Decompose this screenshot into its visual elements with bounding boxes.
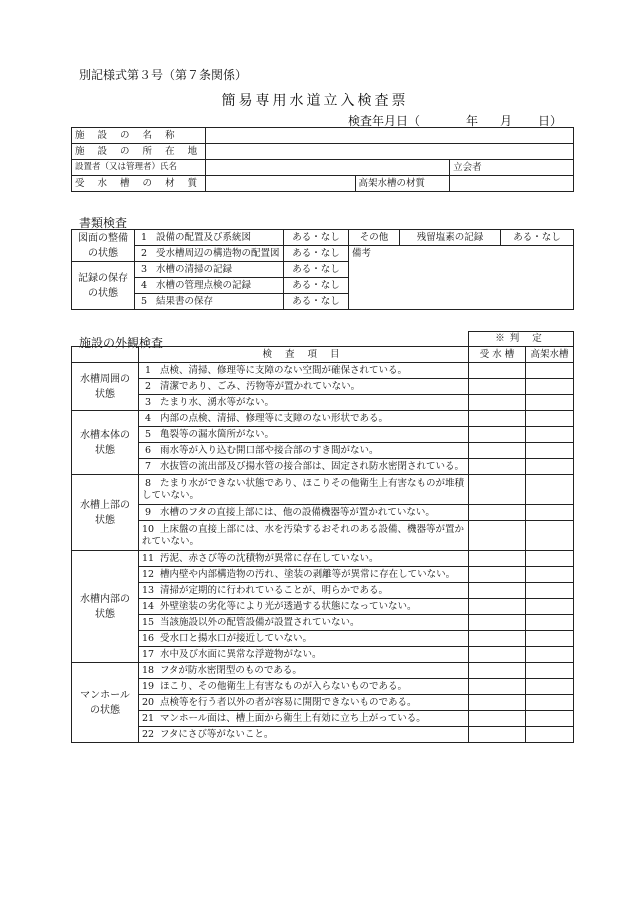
notes-cell[interactable] (349, 246, 574, 310)
elevated-tank-label: 高架水槽の材質 (355, 176, 450, 192)
col-item-header: 検 査 項 目 (139, 347, 469, 363)
elevated-tank-field[interactable] (450, 176, 574, 192)
receiving-judgment-cell[interactable] (469, 631, 526, 647)
item-number: 12 (142, 568, 155, 580)
table-row (72, 551, 574, 567)
col-elevated-header: 高架水槽 (526, 347, 574, 363)
item-number: 14 (142, 600, 155, 612)
exterior-item (139, 505, 469, 521)
doc-item-3-value[interactable]: ある・なし (284, 262, 349, 278)
receiving-judgment-cell[interactable] (469, 567, 526, 583)
doc-item-1: 1 設備の配置及び系統図 (135, 230, 284, 246)
receiving-judgment-cell[interactable] (469, 475, 526, 505)
receiving-judgment-cell[interactable] (469, 599, 526, 615)
item-number: 18 (142, 664, 155, 676)
item-number: 16 (142, 632, 155, 644)
notes-label: 備考 (352, 248, 372, 259)
table-row (72, 459, 574, 475)
exterior-item (139, 599, 469, 615)
exterior-category: マンホールの状態 (72, 663, 139, 743)
item-number: 7 (144, 460, 152, 472)
elevated-judgment-cell[interactable] (526, 363, 574, 379)
receiving-tank-field[interactable] (206, 176, 355, 192)
owner-label: 設置者（又は管理者）氏名 (72, 160, 206, 176)
documents-heading: 書類検査 (79, 216, 128, 230)
elevated-judgment-cell[interactable] (526, 475, 574, 505)
exterior-item (139, 521, 469, 551)
receiving-judgment-cell[interactable] (469, 679, 526, 695)
exterior-item (139, 363, 469, 379)
receiving-judgment-cell[interactable] (469, 427, 526, 443)
elevated-judgment-cell[interactable] (526, 443, 574, 459)
table-row (72, 615, 574, 631)
elevated-judgment-cell[interactable] (526, 631, 574, 647)
item-number: 9 (144, 506, 152, 518)
item-number: 5 (144, 428, 152, 440)
receiving-judgment-cell[interactable] (469, 395, 526, 411)
exterior-table (71, 331, 574, 743)
doc-item-2: 2 受水槽周辺の構造物の配置図 (135, 246, 284, 262)
receiving-judgment-cell[interactable] (469, 663, 526, 679)
receiving-judgment-cell[interactable] (469, 615, 526, 631)
exterior-item (139, 551, 469, 567)
chlorine-value[interactable]: ある・なし (501, 230, 574, 246)
exterior-item (139, 647, 469, 663)
elevated-judgment-cell[interactable] (526, 599, 574, 615)
exterior-item (139, 459, 469, 475)
elevated-judgment-cell[interactable] (526, 505, 574, 521)
doc-item-3: 3 水槽の清掃の記録 (135, 262, 284, 278)
doc-item-4-value[interactable]: ある・なし (284, 278, 349, 294)
form-id: 別記様式第３号（第７条関係） (79, 68, 248, 82)
receiving-judgment-cell[interactable] (469, 711, 526, 727)
table-row (72, 599, 574, 615)
table-row (72, 695, 574, 711)
exterior-item (139, 711, 469, 727)
elevated-judgment-cell[interactable] (526, 711, 574, 727)
exterior-category: 水槽本体の状態 (72, 411, 139, 475)
elevated-judgment-cell[interactable] (526, 727, 574, 743)
exterior-item (139, 443, 469, 459)
table-row (72, 679, 574, 695)
exterior-item (139, 631, 469, 647)
item-text: 水抜管の流出部及び揚水管の接合部は、固定され防水密閉されている。 (160, 460, 465, 472)
elevated-judgment-cell[interactable] (526, 521, 574, 551)
exterior-item (139, 727, 469, 743)
receiving-judgment-cell[interactable] (469, 551, 526, 567)
item-number: 22 (142, 728, 155, 740)
elevated-judgment-cell[interactable] (526, 679, 574, 695)
receiving-judgment-cell[interactable] (469, 363, 526, 379)
item-number: 20 (142, 696, 155, 708)
doc-item-4: 4 水槽の管理点検の記録 (135, 278, 284, 294)
item-text: 当該施設以外の配管設備が設置されていない。 (160, 616, 360, 628)
facility-name-label: 施 設 の 名 称 (72, 128, 206, 144)
elevated-judgment-cell[interactable] (526, 695, 574, 711)
table-row (72, 379, 574, 395)
date-month: 月 (500, 114, 513, 128)
documents-table (71, 229, 574, 310)
drawing-category: 図面の整備の状態 (72, 230, 135, 262)
item-text: 外壁塗装の劣化等により光が透過する状態になっていない。 (160, 600, 417, 612)
table-row (72, 567, 574, 583)
item-text: 雨水等が入り込む開口部や接合部のすき間がない。 (160, 444, 379, 456)
exterior-item (139, 615, 469, 631)
item-text: 亀裂等の漏水箇所がない。 (160, 428, 275, 440)
item-text: 清掃が定期的に行われていることが、明らかである。 (160, 584, 389, 596)
elevated-judgment-cell[interactable] (526, 567, 574, 583)
table-row (72, 411, 574, 427)
receiving-judgment-cell[interactable] (469, 727, 526, 743)
exterior-item (139, 583, 469, 599)
facility-location-field[interactable] (206, 144, 574, 160)
item-number: 2 (144, 380, 152, 392)
item-text: マンホール面は、槽上面から衛生上有効に立ち上がっている。 (160, 712, 426, 724)
table-row (72, 631, 574, 647)
item-text: 内部の点検、清掃、修理等に支障のない形状である。 (160, 412, 389, 424)
receiving-judgment-cell[interactable] (469, 379, 526, 395)
owner-field[interactable] (206, 160, 450, 176)
item-text: 点検等を行う者以外の者が容易に開閉できないものである。 (160, 696, 417, 708)
exterior-header-blank (72, 347, 139, 363)
item-text: 槽内壁や内部構造物の汚れ、塗装の剥離等が異常に存在していない。 (160, 568, 456, 580)
table-row (72, 363, 574, 379)
exterior-item (139, 411, 469, 427)
exterior-item (139, 427, 469, 443)
date-day: 日） (538, 114, 563, 128)
exterior-heading: 施設の外観検査 (79, 336, 164, 350)
table-row (72, 427, 574, 443)
item-number: 8 (144, 477, 152, 489)
elevated-judgment-cell[interactable] (526, 427, 574, 443)
date-label: 検査年月日（ (348, 114, 421, 128)
table-row (72, 395, 574, 411)
col-receiving-header: 受 水 槽 (469, 347, 526, 363)
receiving-judgment-cell[interactable] (469, 583, 526, 599)
receiving-judgment-cell[interactable] (469, 443, 526, 459)
facility-location-label: 施 設 の 所 在 地 (72, 144, 206, 160)
item-number: 6 (144, 444, 152, 456)
exterior-category: 水槽周囲の状態 (72, 363, 139, 411)
item-number: 21 (142, 712, 155, 724)
exterior-item (139, 379, 469, 395)
doc-item-5: 5 結果書の保存 (135, 294, 284, 310)
doc-item-2-value[interactable]: ある・なし (284, 246, 349, 262)
receiving-judgment-cell[interactable] (469, 521, 526, 551)
elevated-judgment-cell[interactable] (526, 551, 574, 567)
item-number: 4 (144, 412, 152, 424)
exterior-category: 水槽内部の状態 (72, 551, 139, 663)
item-number: 10 (142, 523, 155, 535)
record-category: 記録の保存の状態 (72, 262, 135, 310)
doc-item-5-value[interactable]: ある・なし (284, 294, 349, 310)
exterior-item (139, 679, 469, 695)
receiving-judgment-cell[interactable] (469, 695, 526, 711)
witness-cell[interactable] (450, 160, 574, 176)
exterior-item (139, 663, 469, 679)
elevated-judgment-cell[interactable] (526, 459, 574, 475)
exterior-item (139, 695, 469, 711)
elevated-judgment-cell[interactable] (526, 395, 574, 411)
item-text: フタが防水密閉型のものである。 (160, 664, 302, 676)
judgment-label: ※判 定 (469, 332, 574, 347)
table-row (72, 647, 574, 663)
item-text: 清潔であり、ごみ、汚物等が置かれていない。 (160, 380, 361, 392)
item-text: 受水口と揚水口が接近していない。 (160, 632, 313, 644)
facility-name-field[interactable] (206, 128, 574, 144)
item-text: たまり水、湧水等がない。 (160, 396, 275, 408)
witness-label: 立会者 (453, 161, 482, 173)
item-text: 水中及び水面に異常な浮遊物がない。 (160, 648, 322, 660)
table-row (72, 727, 574, 743)
item-text: ほこり、その他衛生上有害なものが入らないものである。 (160, 680, 408, 692)
table-row (72, 711, 574, 727)
elevated-judgment-cell[interactable] (526, 583, 574, 599)
item-number: 1 (144, 364, 152, 376)
elevated-judgment-cell[interactable] (526, 663, 574, 679)
facility-table (71, 127, 574, 192)
receiving-judgment-cell[interactable] (469, 505, 526, 521)
date-year: 年 (466, 114, 479, 128)
exterior-item (139, 475, 469, 505)
item-text: たまり水ができない状態であり、ほこりその他衛生上有害なものが堆積していない。 (142, 477, 465, 501)
receiving-judgment-cell[interactable] (469, 647, 526, 663)
receiving-judgment-cell[interactable] (469, 459, 526, 475)
receiving-judgment-cell[interactable] (469, 411, 526, 427)
table-row (72, 583, 574, 599)
item-number: 15 (142, 616, 155, 628)
table-row (72, 475, 574, 505)
item-text: 水槽のフタの直接上部には、他の設備機器等が置かれていない。 (160, 506, 435, 518)
other-label: その他 (349, 230, 400, 246)
page-title: 簡易専用水道立入検査票 (221, 93, 409, 109)
chlorine-label: 残留塩素の記録 (400, 230, 501, 246)
receiving-tank-label: 受 水 槽 の 材 質 (72, 176, 206, 192)
table-row (72, 505, 574, 521)
table-row (72, 443, 574, 459)
item-number: 13 (142, 584, 155, 596)
item-text: 汚泥、赤さび等の沈積物が異常に存在していない。 (160, 552, 379, 564)
item-text: 上床盤の直接上部には、水を汚染するおそれのある設備、機器等が置かれていない。 (142, 523, 465, 547)
elevated-judgment-cell[interactable] (526, 647, 574, 663)
item-text: フタにさび等がないこと。 (160, 728, 274, 740)
table-row (72, 521, 574, 551)
item-number: 3 (144, 396, 152, 408)
elevated-judgment-cell[interactable] (526, 379, 574, 395)
table-row (72, 663, 574, 679)
elevated-judgment-cell[interactable] (526, 411, 574, 427)
exterior-category: 水槽上部の状態 (72, 475, 139, 551)
doc-item-1-value[interactable]: ある・なし (284, 230, 349, 246)
item-text: 点検、清掃、修理等に支障のない空間が確保されている。 (160, 364, 408, 376)
exterior-item (139, 395, 469, 411)
exterior-item (139, 567, 469, 583)
item-number: 19 (142, 680, 155, 692)
elevated-judgment-cell[interactable] (526, 615, 574, 631)
item-number: 11 (142, 552, 155, 564)
item-number: 17 (142, 648, 155, 660)
